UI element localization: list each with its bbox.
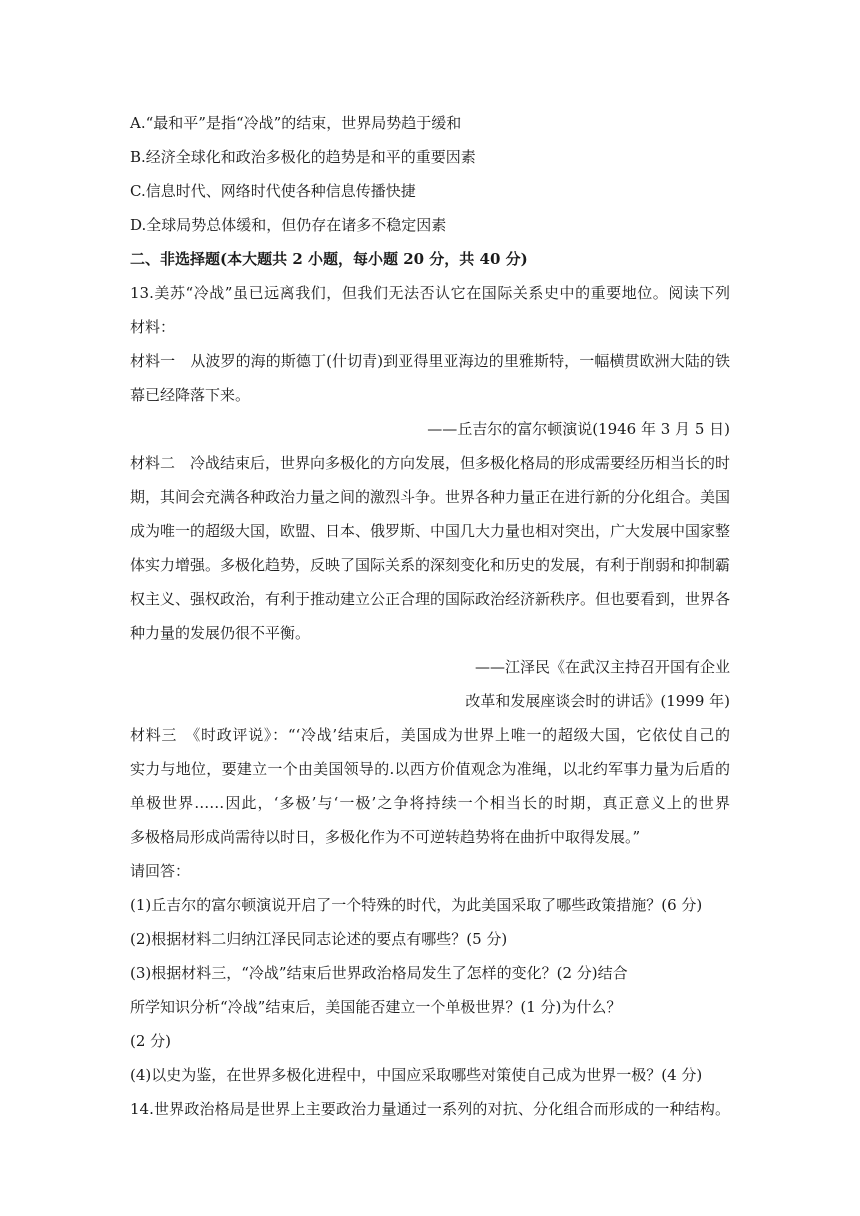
option-b: B.经济全球化和政治多极化的趋势是和平的重要因素 (130, 148, 476, 166)
material1-line: 材料一 从波罗的海的斯德丁(什切青)到亚得里亚海边的里雅斯特，一幅横贯欧洲大陆的铁 (130, 352, 730, 370)
option-c: C.信息时代、网络时代使各种信息传播快捷 (130, 182, 416, 200)
answer-prompt: 请回答： (130, 862, 191, 880)
q13-intro-line: 材料： (130, 318, 176, 336)
material2-line: 材料二 冷战结束后，世界向多极化的方向发展，但多极化格局的形成需要经历相当长的时 (130, 454, 731, 472)
question-item: (2)根据材料二归纳江泽民同志论述的要点有哪些？(5 分) (130, 930, 508, 948)
material3-line: 单极世界……因此，‘多极’与‘一极’之争将持续一个相当长的时期，真正意义上的世界 (130, 794, 730, 812)
material3-line: 材料三 《时政评说》：“‘冷战’结束后，美国成为世界上唯一的超级大国，它依仗自己的 (130, 726, 730, 744)
material2-line: 期，其间会充满各种政治力量之间的激烈斗争。世界各种力量正在进行新的分化组合。美国 (130, 488, 731, 506)
material3-line: 多极格局形成尚需待以时日，多极化作为不可逆转趋势将在曲折中取得发展。” (130, 828, 641, 846)
question-item: (4)以史为鉴，在世界多极化进程中，中国应采取哪些对策使自己成为世界一极？(4 分) (130, 1066, 703, 1084)
material3-line: 实力与地位，要建立一个由美国领导的.以西方价值观念为准绳，以北约军事力量为后盾的 (130, 760, 730, 778)
option-d: D.全球局势总体缓和，但仍存在诸多不稳定因素 (130, 216, 447, 234)
section-header: 二、非选择题(本大题共 2 小题，每小题 20 分，共 40 分) (130, 250, 528, 268)
material2-line: 权主义、强权政治，有利于推动建立公正合理的国际政治经济新秩序。但也要看到，世界各 (130, 590, 731, 608)
material1-source: ——丘吉尔的富尔顿演说(1946 年 3 月 5 日) (427, 420, 730, 438)
question-item: 所学知识分析“冷战”结束后，美国能否建立一个单极世界？(1 分)为什么？ (130, 998, 622, 1016)
material2-line: 种力量的发展仍很不平衡。 (130, 624, 311, 642)
option-a: A.“最和平”是指“冷战”的结束，世界局势趋于缓和 (130, 114, 462, 132)
q14-intro: 14.世界政治格局是世界上主要政治力量通过一系列的对抗、分化组合而形成的一种结构。 (130, 1100, 730, 1118)
material1-line: 幕已经降落下来。 (130, 386, 251, 404)
question-item: (3)根据材料三，“冷战”结束后世界政治格局发生了怎样的变化？(2 分)结合 (130, 964, 628, 982)
material2-source: ——江泽民《在武汉主持召开国有企业 (474, 658, 730, 676)
material2-line: 成为唯一的超级大国，欧盟、日本、俄罗斯、中国几大力量也相对突出，广大发展中国家整 (130, 522, 731, 540)
material2-source: 改革和发展座谈会时的讲话》(1999 年) (465, 692, 730, 710)
q13-intro-line: 13.美苏“冷战”虽已远离我们，但我们无法否认它在国际关系史中的重要地位。阅读下列 (130, 284, 730, 302)
question-item: (1)丘吉尔的富尔顿演说开启了一个特殊的时代，为此美国采取了哪些政策措施？(6 分) (130, 896, 703, 914)
material2-line: 体实力增强。多极化趋势，反映了国际关系的深刻变化和历史的发展，有利于削弱和抑制霸 (130, 556, 731, 574)
question-item: (2 分) (130, 1032, 172, 1050)
document-page (130, 106, 730, 1126)
